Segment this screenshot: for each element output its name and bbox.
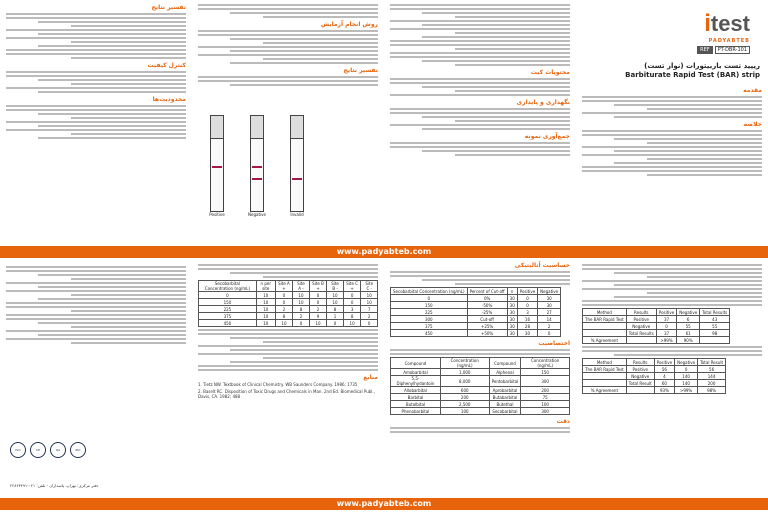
text-block bbox=[6, 71, 186, 93]
cutoff-table: Secobarbital Concentration (ng/mL) Percent of Cut-off n Positive Negative 0 0% 30 0 30 150 -50% 30 0 30 225 -25% 30 3 27 300 Cut-off 30 16 14 375 +25% 30 28 2 450 +50% 30 30 0 bbox=[390, 287, 561, 337]
text-block bbox=[582, 264, 762, 306]
reference-2: 2. Baselt RC. Disposition of Toxic Drugs and Chemicals in Man. 2nd Ed. Biomedical Publ., Davis, CA. 1982; 488 bbox=[198, 389, 375, 399]
text-block bbox=[198, 329, 378, 371]
text-block bbox=[6, 13, 186, 59]
symbols-list bbox=[6, 266, 186, 344]
qa-logo-icon: QA bbox=[50, 442, 66, 458]
text-block bbox=[390, 142, 570, 156]
heading-storage: نگهداری و پایداری bbox=[516, 99, 570, 106]
heading-interpretation-cont: تفسیر نتایج bbox=[151, 4, 186, 11]
product-title-en: Barbiturate Rapid Test (BAR) strip bbox=[625, 71, 760, 79]
text-block bbox=[198, 4, 378, 18]
text-block bbox=[198, 264, 378, 278]
text-block bbox=[390, 349, 570, 355]
product-title-fa: ریپید تست باربیتورات (نوار تست) bbox=[644, 62, 760, 70]
text-block bbox=[390, 108, 570, 130]
strip-label: Positive bbox=[209, 212, 225, 217]
method-table: Method Results Positive Negative Total Results The BAR Rapid Test Positive 37 6 43 Negative 0 55 55 Total Results 37 61 98 % Agreement >99% 90% bbox=[582, 308, 730, 344]
iso-logo-icon: ISO bbox=[10, 442, 26, 458]
qc-panel bbox=[0, 0, 192, 248]
heading-kit: محتویات کیت bbox=[530, 69, 570, 76]
cover-panel bbox=[576, 0, 768, 248]
heading-summary: خلاصه bbox=[743, 121, 762, 128]
sensitivity-panel bbox=[384, 258, 576, 498]
text-block bbox=[582, 96, 762, 118]
heading-specificity: اختصاصیت bbox=[538, 340, 570, 347]
gcms-table: Method Results Positive Negative Total Result The BAR Rapid Test Positive 56 0 56 Negative 4 140 144 Total Result 60 140 200 % Agreement 93% >99% 98% bbox=[582, 358, 726, 394]
strip-negative bbox=[250, 115, 264, 212]
compound-table: Compound Concentration (ng/mL) Compound Concentration (ng/mL) Amobarbital 1,000 Alphenal 150 5,5-Diphenylhydantoin 8,000 Pentobarbital 300 Allobarbital 600 Aprobarbital 200 Barbital 200 Butabarbital 75 Butalbital 2,500 Butethal 100 Phenobarbital 100 Secobarbital 300 bbox=[390, 357, 570, 415]
heading-intro: مقدمه bbox=[743, 87, 762, 94]
ref-code: REF PT-DBR-101 bbox=[697, 46, 750, 54]
strip-illustration bbox=[202, 115, 322, 225]
heading-specimen: جمع‌آوری نمونه bbox=[524, 133, 570, 140]
back-cover-panel bbox=[0, 258, 192, 498]
principle-panel bbox=[384, 0, 576, 248]
procedure-panel bbox=[192, 0, 384, 248]
precision-table: Secobarbital Concentration (ng/mL) n per site Site A + Site A - Site B + Site B - Site C + Site C - 0 10 0 10 0 10 0 10 150 10 0 10 0 10 0 10 225 10 2 8 2 8 3 7 375 10 8 2 9 1 8 2 450 10 10 0 10 0 10 0 bbox=[198, 280, 378, 327]
reference-1: 1. Tietz NW. Textbook of Clinical Chemistry. WB Saunders Company. 1986; 1735 bbox=[198, 382, 358, 387]
text-block bbox=[198, 76, 378, 86]
company-address: دفتر مرکزی: تهران، پاسداران - تلفن: ۰۲۱-۲۲۸۴۳۴۹۱ bbox=[10, 483, 99, 488]
ce-logo-icon: CE bbox=[30, 442, 46, 458]
text-block bbox=[390, 4, 570, 66]
heading-qc: کنترل کیفیت bbox=[147, 62, 186, 69]
strip-label: Invalid bbox=[290, 212, 304, 217]
text-block bbox=[582, 346, 762, 356]
heading-interpretation: تفسیر نتایج bbox=[343, 67, 378, 74]
certification-logos bbox=[10, 442, 86, 458]
text-block bbox=[198, 30, 378, 64]
heading-limitations: محدودیت‌ها bbox=[152, 96, 186, 103]
heading-references: منابع bbox=[363, 374, 378, 381]
heading-precision: دقت bbox=[556, 418, 570, 425]
strip-positive bbox=[210, 115, 224, 212]
strip-label: Negative bbox=[248, 212, 266, 217]
website-band: www.padyabteb.com bbox=[0, 246, 768, 258]
heading-procedure: روش انجام آزمایش bbox=[320, 21, 378, 28]
brand-logo: itest PADYABTEB bbox=[704, 10, 750, 44]
website-band-bottom: www.padyabteb.com bbox=[0, 498, 768, 510]
precision-panel bbox=[192, 258, 384, 498]
text-block bbox=[390, 427, 570, 433]
heading-sensitivity: حساسیت آنالیتیکی bbox=[514, 262, 570, 269]
cert-logo-icon: IRC bbox=[70, 442, 86, 458]
text-block bbox=[390, 78, 570, 96]
accuracy-panel bbox=[576, 258, 768, 498]
text-block bbox=[6, 105, 186, 139]
text-block bbox=[390, 271, 570, 285]
text-block bbox=[582, 130, 762, 176]
strip-invalid bbox=[290, 115, 304, 212]
